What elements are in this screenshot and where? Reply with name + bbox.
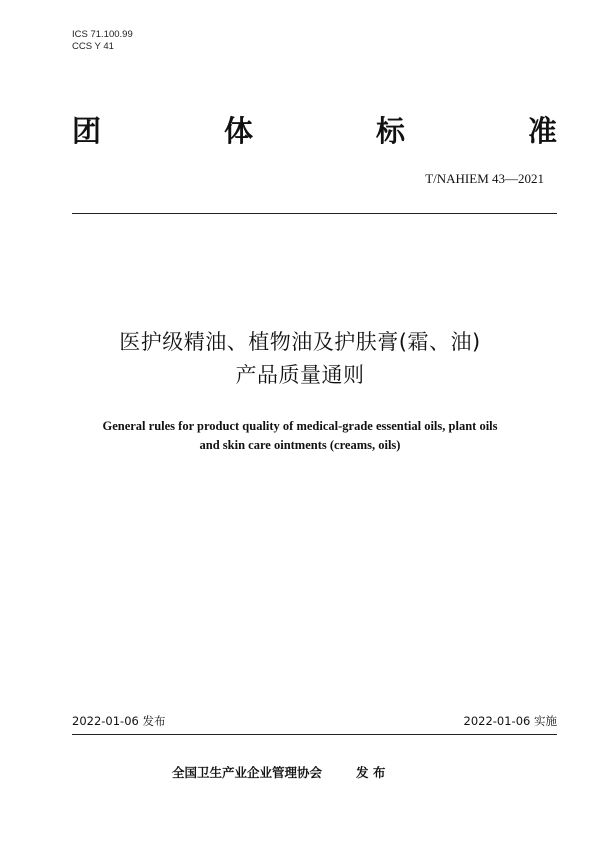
publisher-line (172, 764, 385, 782)
classification-codes (72, 29, 133, 53)
standard-type-char: 团 (72, 114, 102, 148)
standard-type-char: 准 (527, 114, 557, 148)
standard-type-char: 体 (223, 114, 253, 148)
ccs-code: CCS Y 41 (72, 41, 114, 52)
standard-type-char: 标 (375, 114, 405, 148)
standard-number: T/NAHIEM 43—2021 (425, 171, 544, 186)
english-title-line: General rules for product quality of medical-grade essential oils, plant oils (102, 419, 498, 433)
publish-action: 发 布 (356, 765, 386, 780)
standard-type-heading (72, 111, 557, 151)
chinese-title-line: 医护级精油、植物油及护肤膏(霜、油) (119, 330, 481, 354)
issue-date: 2022-01-06 发布 (72, 714, 166, 728)
bottom-divider (72, 734, 557, 735)
chinese-title (60, 326, 540, 392)
implementation-date: 2022-01-06 实施 (463, 714, 557, 728)
english-title (60, 417, 540, 455)
publisher-name: 全国卫生产业企业管理协会 (172, 765, 323, 780)
top-divider (72, 213, 557, 214)
english-title-line: and skin care ointments (creams, oils) (199, 438, 401, 452)
ics-code: ICS 71.100.99 (72, 29, 133, 40)
date-row (72, 713, 557, 729)
chinese-title-line: 产品质量通则 (235, 363, 365, 387)
